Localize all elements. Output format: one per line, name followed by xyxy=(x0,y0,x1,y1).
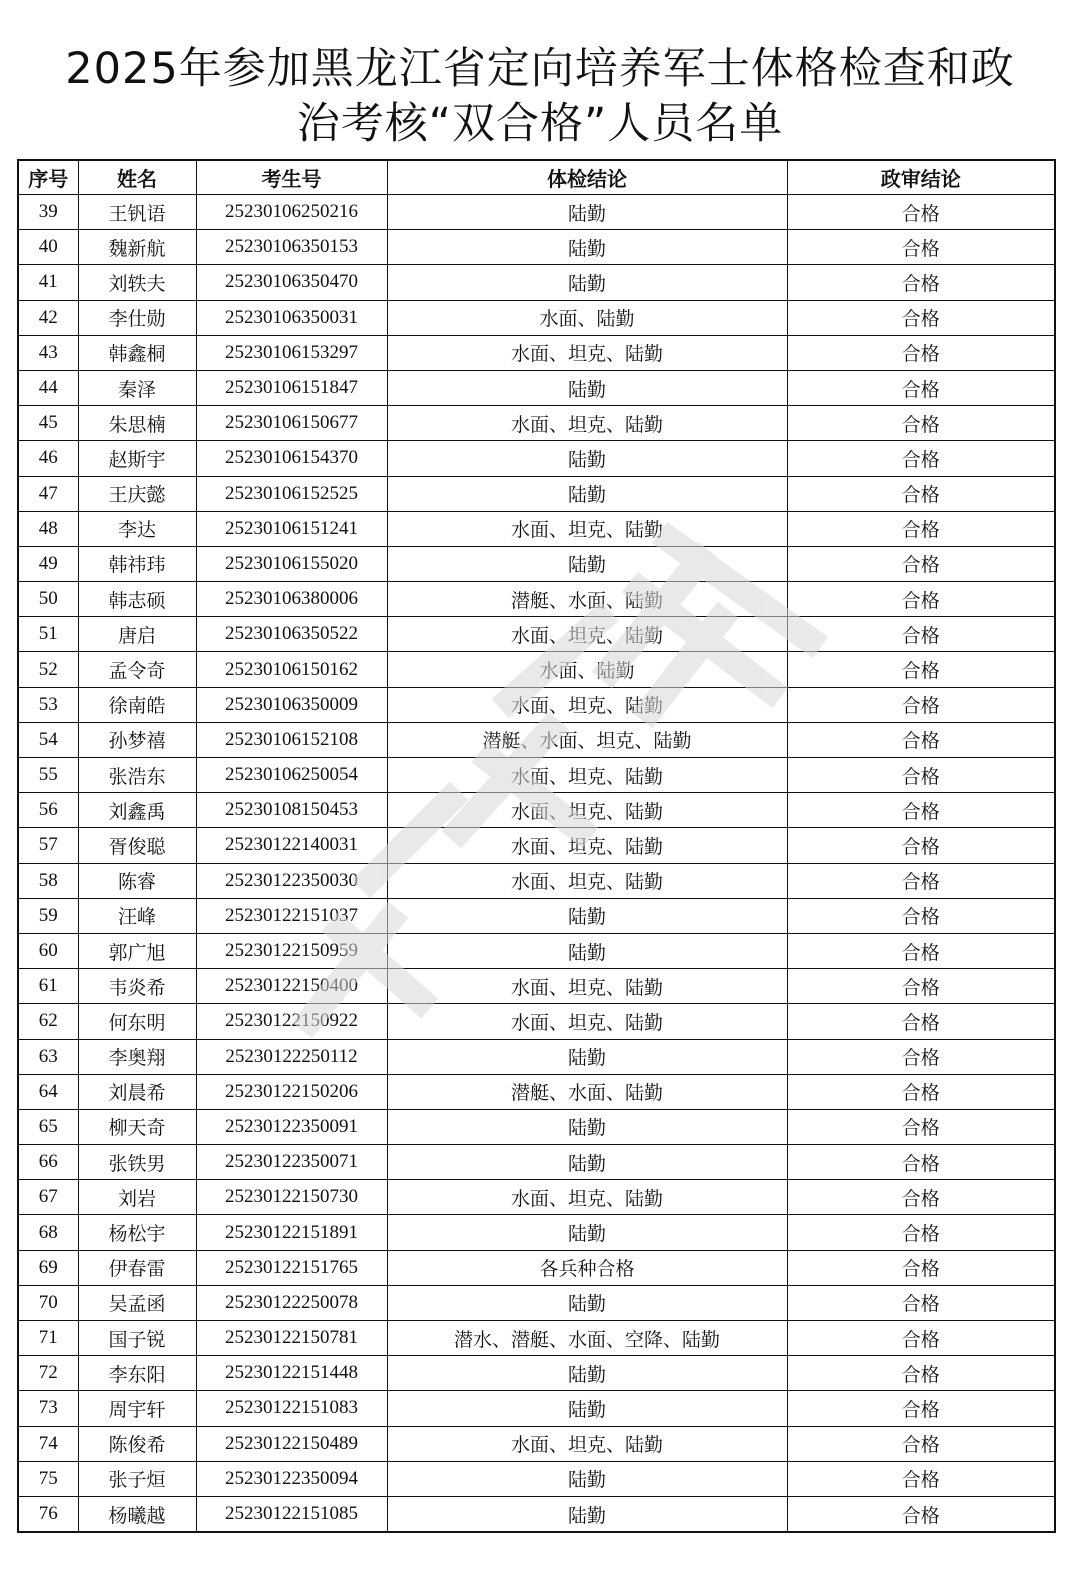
cell-seq: 45 xyxy=(18,406,78,441)
cell-physical-result: 水面、坦克、陆勤 xyxy=(387,863,787,898)
cell-physical-result: 陆勤 xyxy=(387,476,787,511)
table-row xyxy=(18,230,1055,265)
cell-physical-result: 陆勤 xyxy=(387,933,787,968)
cell-physical-result: 陆勤 xyxy=(387,546,787,581)
cell-political-result: 合格 xyxy=(787,1250,1055,1285)
cell-seq: 51 xyxy=(18,617,78,652)
roster-body xyxy=(18,195,1055,1533)
cell-name: 李达 xyxy=(78,511,196,546)
cell-political-result: 合格 xyxy=(787,652,1055,687)
cell-exam-number: 25230122350094 xyxy=(196,1461,387,1496)
cell-seq: 41 xyxy=(18,265,78,300)
cell-exam-number: 25230122150959 xyxy=(196,933,387,968)
cell-political-result: 合格 xyxy=(787,687,1055,722)
cell-political-result: 合格 xyxy=(787,1391,1055,1426)
cell-name: 韩鑫桐 xyxy=(78,335,196,370)
cell-seq: 66 xyxy=(18,1145,78,1180)
cell-name: 韩祎玮 xyxy=(78,546,196,581)
cell-exam-number: 25230106155020 xyxy=(196,546,387,581)
cell-political-result: 合格 xyxy=(787,511,1055,546)
cell-name: 李奥翔 xyxy=(78,1039,196,1074)
cell-name: 张浩东 xyxy=(78,758,196,793)
cell-seq: 72 xyxy=(18,1356,78,1391)
cell-political-result: 合格 xyxy=(787,969,1055,1004)
cell-seq: 64 xyxy=(18,1074,78,1109)
cell-exam-number: 25230106250054 xyxy=(196,758,387,793)
cell-physical-result: 水面、坦克、陆勤 xyxy=(387,969,787,1004)
table-row xyxy=(18,582,1055,617)
cell-name: 汪峰 xyxy=(78,898,196,933)
cell-seq: 56 xyxy=(18,793,78,828)
cell-exam-number: 25230106350522 xyxy=(196,617,387,652)
table-row xyxy=(18,1426,1055,1461)
cell-physical-result: 水面、陆勤 xyxy=(387,652,787,687)
cell-physical-result: 水面、坦克、陆勤 xyxy=(387,1004,787,1039)
cell-exam-number: 25230106350470 xyxy=(196,265,387,300)
cell-exam-number: 25230122151083 xyxy=(196,1391,387,1426)
cell-political-result: 合格 xyxy=(787,617,1055,652)
cell-name: 刘晨希 xyxy=(78,1074,196,1109)
cell-political-result: 合格 xyxy=(787,1004,1055,1039)
cell-name: 郭广旭 xyxy=(78,933,196,968)
cell-exam-number: 25230106151847 xyxy=(196,370,387,405)
cell-seq: 59 xyxy=(18,898,78,933)
cell-seq: 62 xyxy=(18,1004,78,1039)
cell-political-result: 合格 xyxy=(787,1356,1055,1391)
cell-exam-number: 25230122150400 xyxy=(196,969,387,1004)
cell-name: 刘鑫禹 xyxy=(78,793,196,828)
table-row xyxy=(18,476,1055,511)
cell-name: 陈睿 xyxy=(78,863,196,898)
cell-physical-result: 潜艇、水面、陆勤 xyxy=(387,582,787,617)
cell-name: 胥俊聪 xyxy=(78,828,196,863)
cell-exam-number: 25230106150677 xyxy=(196,406,387,441)
table-row xyxy=(18,1180,1055,1215)
cell-political-result: 合格 xyxy=(787,1285,1055,1320)
cell-physical-result: 潜艇、水面、坦克、陆勤 xyxy=(387,722,787,757)
table-row xyxy=(18,1074,1055,1109)
cell-name: 陈俊希 xyxy=(78,1426,196,1461)
cell-name: 杨曦越 xyxy=(78,1496,196,1532)
cell-physical-result: 陆勤 xyxy=(387,1215,787,1250)
cell-political-result: 合格 xyxy=(787,230,1055,265)
cell-exam-number: 25230106380006 xyxy=(196,582,387,617)
cell-exam-number: 25230122150730 xyxy=(196,1180,387,1215)
cell-name: 刘轶夫 xyxy=(78,265,196,300)
table-row xyxy=(18,898,1055,933)
cell-seq: 52 xyxy=(18,652,78,687)
cell-name: 李仕勋 xyxy=(78,300,196,335)
cell-exam-number: 25230106250216 xyxy=(196,195,387,230)
cell-physical-result: 各兵种合格 xyxy=(387,1250,787,1285)
cell-exam-number: 25230122151448 xyxy=(196,1356,387,1391)
cell-exam-number: 25230122150781 xyxy=(196,1321,387,1356)
cell-name: 孙梦禧 xyxy=(78,722,196,757)
cell-name: 张子烜 xyxy=(78,1461,196,1496)
cell-seq: 42 xyxy=(18,300,78,335)
cell-name: 唐启 xyxy=(78,617,196,652)
cell-exam-number: 25230122350071 xyxy=(196,1145,387,1180)
cell-seq: 63 xyxy=(18,1039,78,1074)
header-row xyxy=(18,160,1055,195)
cell-political-result: 合格 xyxy=(787,933,1055,968)
table-row xyxy=(18,1250,1055,1285)
table-row xyxy=(18,828,1055,863)
cell-seq: 69 xyxy=(18,1250,78,1285)
table-row xyxy=(18,652,1055,687)
cell-exam-number: 25230122150922 xyxy=(196,1004,387,1039)
cell-seq: 54 xyxy=(18,722,78,757)
cell-exam-number: 25230122151037 xyxy=(196,898,387,933)
cell-seq: 47 xyxy=(18,476,78,511)
cell-seq: 60 xyxy=(18,933,78,968)
title-line-2: 治考核“双合格”人员名单 xyxy=(296,99,784,149)
cell-name: 杨松宇 xyxy=(78,1215,196,1250)
cell-seq: 40 xyxy=(18,230,78,265)
cell-physical-result: 陆勤 xyxy=(387,1039,787,1074)
cell-political-result: 合格 xyxy=(787,1215,1055,1250)
cell-political-result: 合格 xyxy=(787,1074,1055,1109)
cell-seq: 61 xyxy=(18,969,78,1004)
cell-name: 魏新航 xyxy=(78,230,196,265)
cell-name: 徐南皓 xyxy=(78,687,196,722)
cell-seq: 67 xyxy=(18,1180,78,1215)
header-political-result: 政审结论 xyxy=(787,160,1055,195)
cell-physical-result: 陆勤 xyxy=(387,898,787,933)
table-row xyxy=(18,793,1055,828)
cell-name: 何东明 xyxy=(78,1004,196,1039)
cell-name: 国子锐 xyxy=(78,1321,196,1356)
cell-political-result: 合格 xyxy=(787,1145,1055,1180)
table-row xyxy=(18,300,1055,335)
cell-seq: 39 xyxy=(18,195,78,230)
cell-exam-number: 25230122151891 xyxy=(196,1215,387,1250)
table-row xyxy=(18,1215,1055,1250)
cell-physical-result: 水面、陆勤 xyxy=(387,300,787,335)
cell-physical-result: 水面、坦克、陆勤 xyxy=(387,335,787,370)
cell-name: 刘岩 xyxy=(78,1180,196,1215)
cell-physical-result: 陆勤 xyxy=(387,230,787,265)
cell-name: 伊春雷 xyxy=(78,1250,196,1285)
cell-seq: 53 xyxy=(18,687,78,722)
cell-seq: 65 xyxy=(18,1109,78,1144)
table-row xyxy=(18,441,1055,476)
cell-political-result: 合格 xyxy=(787,476,1055,511)
cell-political-result: 合格 xyxy=(787,722,1055,757)
cell-physical-result: 陆勤 xyxy=(387,1285,787,1320)
cell-political-result: 合格 xyxy=(787,265,1055,300)
cell-physical-result: 陆勤 xyxy=(387,1145,787,1180)
cell-seq: 58 xyxy=(18,863,78,898)
cell-seq: 57 xyxy=(18,828,78,863)
document-title xyxy=(0,42,1080,152)
cell-physical-result: 陆勤 xyxy=(387,1461,787,1496)
cell-physical-result: 水面、坦克、陆勤 xyxy=(387,617,787,652)
cell-political-result: 合格 xyxy=(787,1321,1055,1356)
cell-name: 李东阳 xyxy=(78,1356,196,1391)
cell-physical-result: 水面、坦克、陆勤 xyxy=(387,758,787,793)
table-row xyxy=(18,195,1055,230)
cell-physical-result: 陆勤 xyxy=(387,1496,787,1532)
cell-seq: 71 xyxy=(18,1321,78,1356)
table-row xyxy=(18,1496,1055,1532)
cell-exam-number: 25230122150489 xyxy=(196,1426,387,1461)
title-line-1: 2025年参加黑龙江省定向培养军士体格检查和政 xyxy=(65,44,1015,94)
table-row xyxy=(18,617,1055,652)
cell-political-result: 合格 xyxy=(787,546,1055,581)
cell-political-result: 合格 xyxy=(787,300,1055,335)
cell-exam-number: 25230106150162 xyxy=(196,652,387,687)
cell-political-result: 合格 xyxy=(787,370,1055,405)
cell-name: 张铁男 xyxy=(78,1145,196,1180)
cell-exam-number: 25230122140031 xyxy=(196,828,387,863)
cell-seq: 70 xyxy=(18,1285,78,1320)
cell-exam-number: 25230106152108 xyxy=(196,722,387,757)
cell-name: 柳天奇 xyxy=(78,1109,196,1144)
cell-exam-number: 25230122350091 xyxy=(196,1109,387,1144)
cell-exam-number: 25230106350153 xyxy=(196,230,387,265)
cell-political-result: 合格 xyxy=(787,1426,1055,1461)
table-row xyxy=(18,722,1055,757)
cell-seq: 76 xyxy=(18,1496,78,1532)
cell-exam-number: 25230122350030 xyxy=(196,863,387,898)
cell-seq: 46 xyxy=(18,441,78,476)
cell-physical-result: 陆勤 xyxy=(387,1391,787,1426)
cell-physical-result: 陆勤 xyxy=(387,265,787,300)
cell-political-result: 合格 xyxy=(787,793,1055,828)
table-row xyxy=(18,1461,1055,1496)
cell-physical-result: 潜艇、水面、陆勤 xyxy=(387,1074,787,1109)
cell-name: 赵斯宇 xyxy=(78,441,196,476)
cell-seq: 44 xyxy=(18,370,78,405)
table-row xyxy=(18,969,1055,1004)
cell-name: 朱思楠 xyxy=(78,406,196,441)
table-row xyxy=(18,1285,1055,1320)
cell-physical-result: 水面、坦克、陆勤 xyxy=(387,793,787,828)
cell-political-result: 合格 xyxy=(787,195,1055,230)
cell-seq: 74 xyxy=(18,1426,78,1461)
table-row xyxy=(18,687,1055,722)
cell-exam-number: 25230122150206 xyxy=(196,1074,387,1109)
table-row xyxy=(18,1145,1055,1180)
cell-seq: 68 xyxy=(18,1215,78,1250)
cell-name: 周宇轩 xyxy=(78,1391,196,1426)
table-row xyxy=(18,1039,1055,1074)
table-row xyxy=(18,406,1055,441)
cell-political-result: 合格 xyxy=(787,1461,1055,1496)
cell-political-result: 合格 xyxy=(787,1039,1055,1074)
table-row xyxy=(18,863,1055,898)
cell-political-result: 合格 xyxy=(787,1109,1055,1144)
cell-name: 孟令奇 xyxy=(78,652,196,687)
cell-seq: 73 xyxy=(18,1391,78,1426)
table-row xyxy=(18,265,1055,300)
header-name: 姓名 xyxy=(78,160,196,195)
cell-exam-number: 25230122250078 xyxy=(196,1285,387,1320)
cell-political-result: 合格 xyxy=(787,863,1055,898)
cell-political-result: 合格 xyxy=(787,828,1055,863)
cell-exam-number: 25230122151765 xyxy=(196,1250,387,1285)
cell-exam-number: 25230106154370 xyxy=(196,441,387,476)
cell-physical-result: 水面、坦克、陆勤 xyxy=(387,511,787,546)
cell-physical-result: 陆勤 xyxy=(387,441,787,476)
cell-seq: 49 xyxy=(18,546,78,581)
cell-exam-number: 25230106151241 xyxy=(196,511,387,546)
table-row xyxy=(18,1391,1055,1426)
cell-political-result: 合格 xyxy=(787,582,1055,617)
cell-political-result: 合格 xyxy=(787,441,1055,476)
cell-exam-number: 25230108150453 xyxy=(196,793,387,828)
cell-exam-number: 25230106350009 xyxy=(196,687,387,722)
cell-political-result: 合格 xyxy=(787,1496,1055,1532)
cell-name: 吴孟函 xyxy=(78,1285,196,1320)
cell-name: 王钒语 xyxy=(78,195,196,230)
cell-exam-number: 25230106350031 xyxy=(196,300,387,335)
table-row xyxy=(18,335,1055,370)
table-row xyxy=(18,933,1055,968)
cell-name: 韦炎希 xyxy=(78,969,196,1004)
table-row xyxy=(18,1109,1055,1144)
table-row xyxy=(18,511,1055,546)
table-row xyxy=(18,1004,1055,1039)
cell-seq: 55 xyxy=(18,758,78,793)
cell-physical-result: 陆勤 xyxy=(387,370,787,405)
cell-political-result: 合格 xyxy=(787,1180,1055,1215)
cell-exam-number: 25230106152525 xyxy=(196,476,387,511)
cell-physical-result: 陆勤 xyxy=(387,1109,787,1144)
cell-physical-result: 水面、坦克、陆勤 xyxy=(387,406,787,441)
cell-political-result: 合格 xyxy=(787,758,1055,793)
cell-physical-result: 水面、坦克、陆勤 xyxy=(387,687,787,722)
cell-exam-number: 25230106153297 xyxy=(196,335,387,370)
header-physical-result: 体检结论 xyxy=(387,160,787,195)
cell-seq: 75 xyxy=(18,1461,78,1496)
cell-seq: 43 xyxy=(18,335,78,370)
roster-table xyxy=(17,159,1056,1533)
cell-name: 韩志硕 xyxy=(78,582,196,617)
cell-political-result: 合格 xyxy=(787,898,1055,933)
cell-political-result: 合格 xyxy=(787,406,1055,441)
table-row xyxy=(18,758,1055,793)
cell-physical-result: 陆勤 xyxy=(387,195,787,230)
cell-seq: 48 xyxy=(18,511,78,546)
cell-physical-result: 水面、坦克、陆勤 xyxy=(387,828,787,863)
cell-exam-number: 25230122250112 xyxy=(196,1039,387,1074)
table-row xyxy=(18,370,1055,405)
table-row xyxy=(18,1356,1055,1391)
header-seq: 序号 xyxy=(18,160,78,195)
cell-physical-result: 水面、坦克、陆勤 xyxy=(387,1180,787,1215)
cell-physical-result: 潜水、潜艇、水面、空降、陆勤 xyxy=(387,1321,787,1356)
cell-name: 秦泽 xyxy=(78,370,196,405)
cell-seq: 50 xyxy=(18,582,78,617)
cell-name: 王庆懿 xyxy=(78,476,196,511)
table-row xyxy=(18,1321,1055,1356)
cell-physical-result: 陆勤 xyxy=(387,1356,787,1391)
cell-physical-result: 水面、坦克、陆勤 xyxy=(387,1426,787,1461)
cell-exam-number: 25230122151085 xyxy=(196,1496,387,1532)
header-exam-number: 考生号 xyxy=(196,160,387,195)
cell-political-result: 合格 xyxy=(787,335,1055,370)
table-row xyxy=(18,546,1055,581)
